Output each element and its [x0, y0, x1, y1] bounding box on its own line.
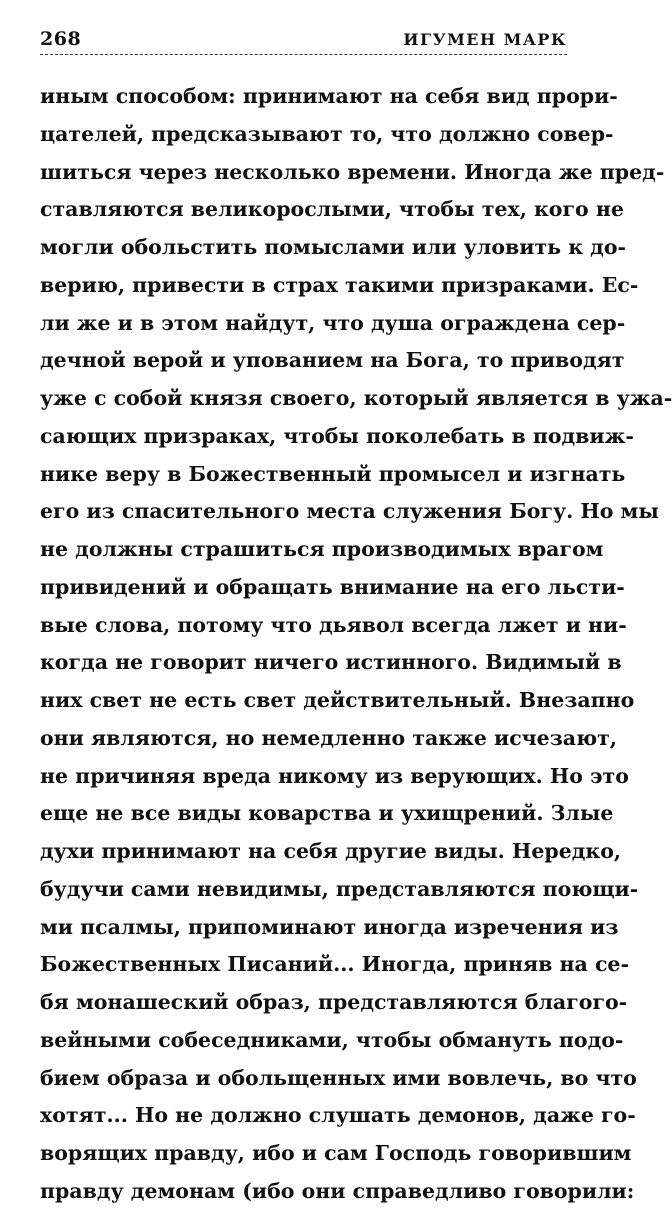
text-line: бием образа и обольщенных ими вовлечь, во что — [40, 1065, 637, 1090]
text-line: сающих призраках, чтобы поколебать в подвиж- — [40, 423, 634, 448]
text-line: когда не говорит ничего истинного. Видимый в — [40, 650, 622, 675]
text-line: них свет не есть свет действительный. Внезапно — [40, 688, 635, 712]
text-line: хотят... Но не должно слушать демонов, даже го- — [40, 1103, 636, 1128]
running-head — [40, 28, 567, 55]
running-title: ИГУМЕН МАРК — [403, 30, 567, 49]
text-line: нике веру в Божественный промысел и изгнать — [40, 461, 626, 486]
text-line: не причиняя вреда никому из верующих. Но это — [40, 763, 629, 788]
text-line: цателей, предсказывают то, что должно совер- — [40, 121, 614, 146]
text-line: его из спасительного места служения Богу. Но мы — [40, 499, 659, 524]
text-line: еще не все виды коварства и ухищрений. Злые — [40, 801, 614, 826]
text-line: ли же и в этом найдут, что душа ограждена сер- — [40, 310, 626, 335]
text-line: могли обольстить помыслами или уловить к до- — [40, 235, 627, 259]
text-line: ворящих правду, ибо и сам Господь говорившим — [40, 1141, 632, 1165]
text-line: верию, привести в страх такими призраками. Ес- — [40, 272, 639, 297]
text-line: правду демонам (ибо они справедливо говорили: — [40, 1178, 635, 1203]
text-line: привидений и обращать внимание на его льсти- — [40, 574, 625, 599]
text-line: Божественных Писаний... Иногда, приняв на се- — [40, 952, 629, 977]
text-line: дечной верой и упованием на Бога, то приводят — [40, 348, 625, 373]
text-line: вейными собеседниками, чтобы обмануть подо- — [40, 1027, 624, 1052]
text-line: будучи сами невидимы, представляются поющи- — [40, 876, 639, 901]
text-line: иным способом: принимают на себя вид прори- — [40, 84, 618, 108]
body-text — [40, 78, 672, 1211]
page-number: 268 — [40, 28, 82, 50]
text-line: уже с собой князя своего, который является в ужа- — [40, 386, 672, 410]
text-line: шиться через несколько времени. Иногда же пред- — [40, 159, 665, 184]
text-line: ставляются великорослыми, чтобы тех, кого не — [40, 197, 624, 222]
text-line: бя монашеский образ, представляются благого- — [40, 990, 628, 1014]
text-line: не должны страшиться производимых врагом — [40, 537, 604, 561]
text-line: ми псалмы, припоминают иногда изречения из — [40, 914, 619, 939]
text-line: духи принимают на себя другие виды. Нередко, — [40, 839, 622, 863]
text-line: они являются, но немедленно также исчезают, — [40, 725, 617, 750]
book-page — [40, 28, 672, 1211]
text-line: вые слова, потому что дьявол всегда лжет и ни- — [40, 612, 627, 637]
